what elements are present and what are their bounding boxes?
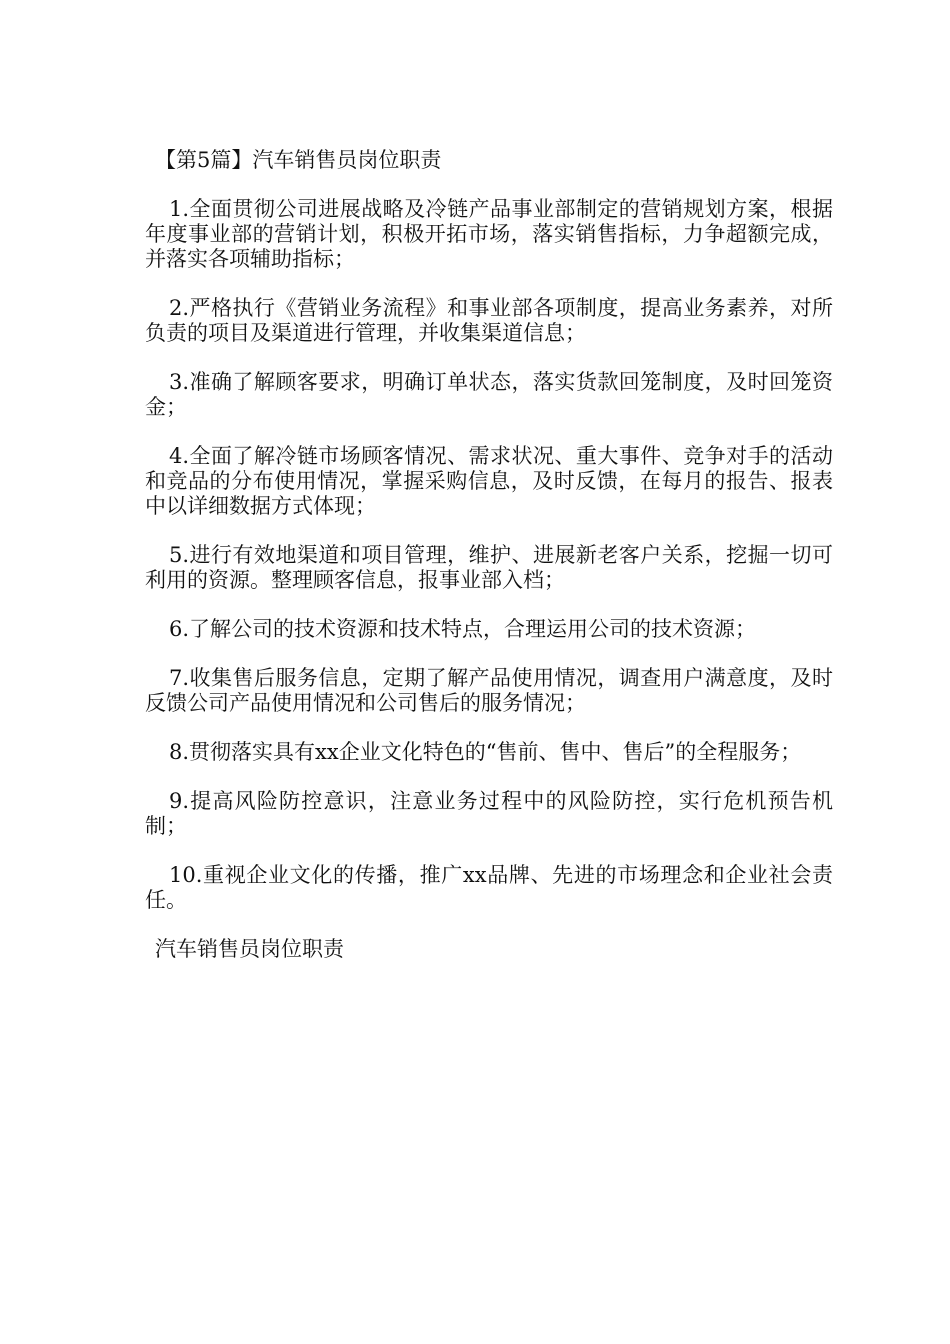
duty-item-2: 2.严格执行《营销业务流程》和事业部各项制度，提高业务素养，对所负责的项目及渠道进行管理，并收集渠道信息； — [145, 296, 833, 345]
duty-item-10: 10.重视企业文化的传播，推广xx品牌、先进的市场理念和企业社会责任。 — [145, 863, 833, 912]
document-body — [145, 148, 833, 962]
duty-item-1: 1.全面贯彻公司进展战略及冷链产品事业部制定的营销规划方案，根据年度事业部的营销计划，积极开拓市场，落实销售指标，力争超额完成，并落实各项辅助指标； — [145, 197, 833, 271]
duty-item-3: 3.准确了解顾客要求，明确订单状态，落实货款回笼制度，及时回笼资金； — [145, 370, 833, 419]
document-heading: 【第5篇】汽车销售员岗位职责 — [155, 148, 442, 172]
section-title: 汽车销售员岗位职责 — [155, 937, 344, 961]
duty-item-9: 9.提高风险防控意识，注意业务过程中的风险防控，实行危机预告机制； — [145, 789, 833, 838]
duty-item-6: 6.了解公司的技术资源和技术特点，合理运用公司的技术资源； — [169, 617, 757, 641]
duty-item-5: 5.进行有效地渠道和项目管理，维护、进展新老客户关系，挖掘一切可利用的资源。整理顾客信息，报事业部入档； — [145, 543, 833, 592]
duty-item-8: 8.贯彻落实具有xx企业文化特色的“售前、售中、售后”的全程服务； — [169, 740, 802, 764]
duty-item-4: 4.全面了解冷链市场顾客情况、需求状况、重大事件、竞争对手的活动和竞品的分布使用情况，掌握采购信息，及时反馈，在每月的报告、报表中以详细数据方式体现； — [145, 444, 833, 518]
duty-item-7: 7.收集售后服务信息，定期了解产品使用情况，调查用户满意度，及时反馈公司产品使用情况和公司售后的服务情况； — [145, 666, 833, 715]
